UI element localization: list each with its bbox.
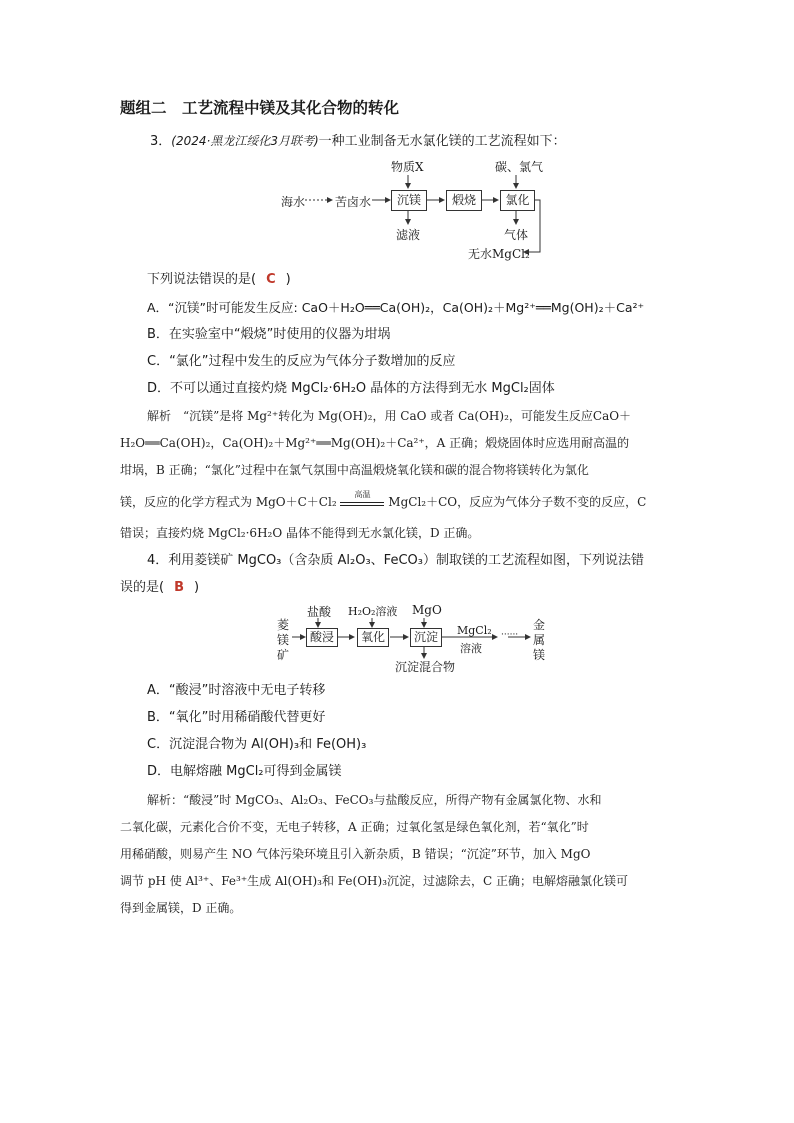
flow-box-chlorinate: 氯化 [500,190,535,211]
flow-box-acid-leach: 酸浸 [306,628,338,647]
q3-option-c: C．“氯化”过程中发生的反应为气体分子数增加的反应 [147,354,456,369]
flow-box-oxidize: 氧化 [357,628,389,647]
q4-explanation-4: 调节 pH 使 Al³⁺、Fe³⁺生成 Al(OH)₃和 Fe(OH)₃沉淀，过滤除去，C 正确；电解熔融氯化镁可 [120,874,629,888]
q4-option-d: D．电解熔融 MgCl₂可得到金属镁 [147,764,342,779]
flow-mgcl2: MgCl₂ [457,624,492,637]
flow-filtrate: 滤液 [396,228,421,242]
flow-metal: 金属镁 [533,618,546,662]
flow-box-precip: 沉镁 [391,190,427,211]
q3-explanation-2: H₂O══Ca(OH)₂，Ca(OH)₂＋Mg²⁺══Mg(OH)₂＋Ca²⁺，A 正确；煅烧固体时应选用耐高温的 [120,436,630,450]
section-title: 题组二 工艺流程中镁及其化合物的转化 [120,99,400,117]
flow-box-calcine: 煅烧 [446,190,482,211]
flow-solution: 溶液 [460,642,482,655]
q3-explanation-4b: MgCl₂＋CO，反应为气体分子数不变的反应，C [388,495,647,509]
q3-option-d: D．不可以通过直接灼烧 MgCl₂·6H₂O 晶体的方法得到无水 MgCl₂固体 [147,381,555,396]
q4-stem-end: ) [194,580,200,595]
flow-brine: 苦卤水 [335,195,372,209]
flow-carbon-chlorine: 碳、氯气 [495,160,544,174]
flow-mgo: MgO [412,603,442,617]
q3-explanation-1: 解析 “沉镁”是将 Mg²⁺转化为 Mg(OH)₂，用 CaO 或者 Ca(OH)₂，可能发生反应CaO＋ [147,409,632,423]
q3-explanation-5: 错误；直接灼烧 MgCl₂·6H₂O 晶体不能得到无水氯化镁，D 正确。 [120,526,480,540]
q3-prompt-text: 下列说法错误的是( [147,272,257,287]
q3-explanation-3: 坩埚，B 正确；“氯化”过程中在氯气氛围中高温煅烧氧化镁和碳的混合物将镁转化为氯化 [120,463,589,477]
flow-ore: 菱镁矿 [277,618,290,662]
flow-gas: 气体 [504,228,529,242]
q3-explanation-4a: 镁，反应的化学方程式为 MgO＋C＋Cl₂ [120,495,337,509]
q4-explanation-1: 解析：“酸浸”时 MgCO₃、Al₂O₃、FeCO₃与盐酸反应，所得产物有金属氯化物、水和 [147,793,602,807]
q3-option-b: B．在实验室中“煅烧”时使用的仪器为坩埚 [147,327,391,342]
flow-box-precip: 沉淀 [410,628,442,647]
q4-stem-2-text: 误的是( [120,580,165,595]
q4-answer: B [174,580,184,595]
flow-product: 无水MgCl₂ [468,247,530,261]
flow-reagent-x: 物质X [391,160,424,174]
q4-explanation-5: 得到金属镁，D 正确。 [120,901,242,915]
flow-dots: ······ [501,630,519,640]
q3-number: 3． [150,134,172,149]
q3-option-a: A．“沉镁”时可能发生反应: CaO＋H₂O══Ca(OH)₂，Ca(OH)₂＋Mg²⁺══Mg(OH)₂＋Ca²⁺ [147,300,645,315]
q3-answer: C [266,272,276,287]
flow-mixture: 沉淀混合物 [395,660,456,674]
q4-option-c: C．沉淀混合物为 Al(OH)₃和 Fe(OH)₃ [147,737,367,752]
q4-option-a: A．“酸浸”时溶液中无电子转移 [147,683,326,698]
flow-hcl: 盐酸 [307,605,332,619]
q4-explanation-3: 用稀硝酸，则易产生 NO 气体污染环境且引入新杂质，B 错误；“沉淀”环节，加入 MgO [120,847,591,861]
condition-label: 高温 [354,490,371,499]
q3-prompt-end: ) [285,272,291,287]
q4-stem-1: 4．利用菱镁矿 MgCO₃（含杂质 Al₂O₃、FeCO₃）制取镁的工艺流程如图，下列说法错 [147,553,644,568]
q4-option-b: B．“氧化”时用稀硝酸代替更好 [147,710,326,725]
q3-stem-text: 一种工业制备无水氯化镁的工艺流程如下： [318,134,566,149]
flow-seawater: 海水 [281,195,306,209]
q3-source: (2024·黑龙江绥化3月联考) [171,134,319,148]
flow-h2o2: H₂O₂溶液 [348,605,398,618]
q4-explanation-2: 二氧化碳，元素化合价不变，无电子转移，A 正确；过氧化氢是绿色氧化剂，若“氧化”时 [120,820,589,834]
